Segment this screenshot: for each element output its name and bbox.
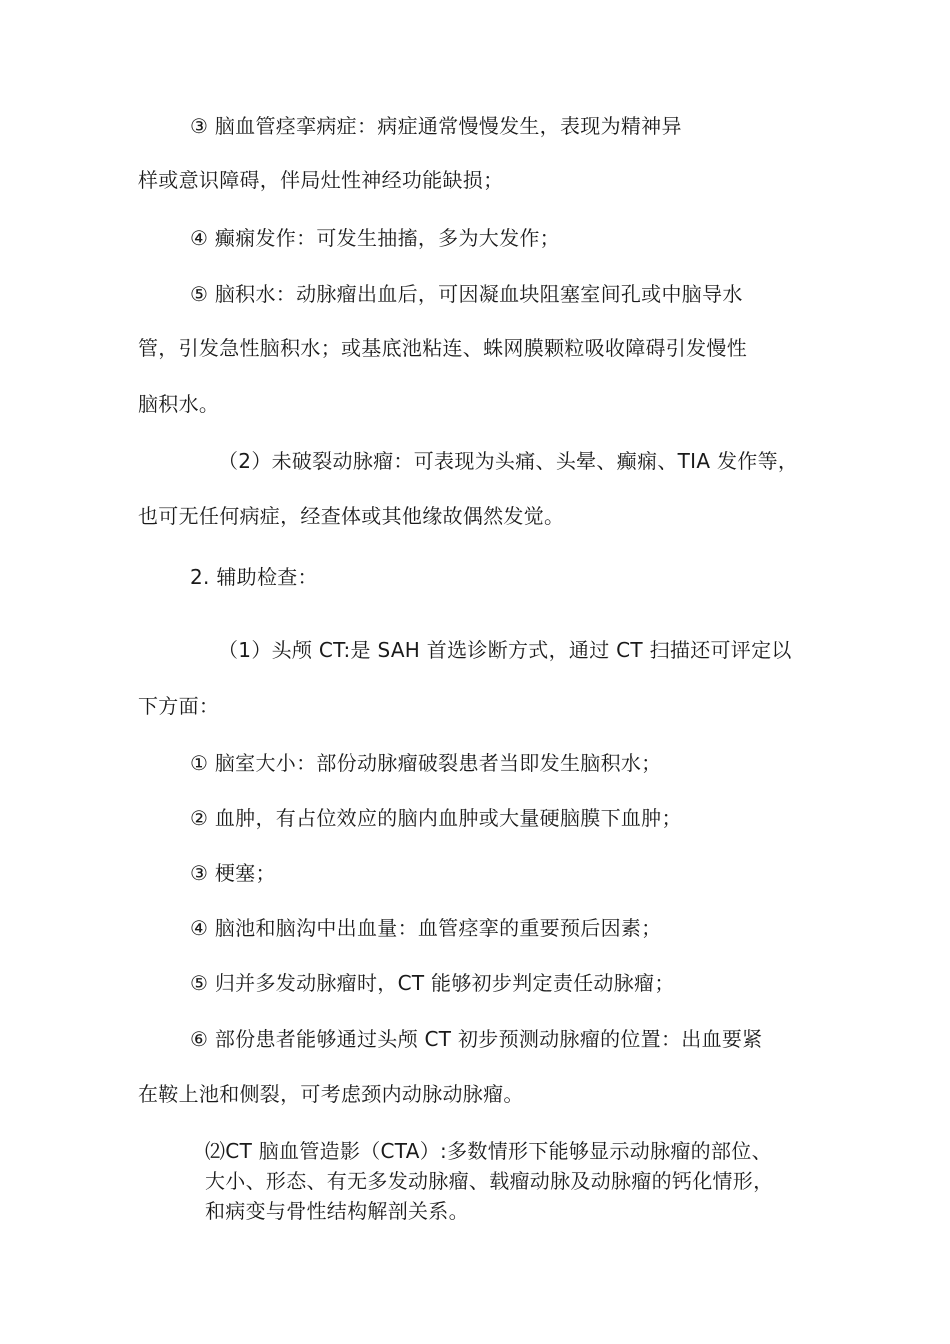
paragraph-line: ④ 癫痫发作：可发生抽搐，多为大发作； <box>190 226 560 250</box>
paragraph-line: ③ 脑血管痉挛病症：病症通常慢慢发生，表现为精神异 <box>190 114 682 138</box>
paragraph-line: 样或意识障碍，伴局灶性神经功能缺损； <box>138 168 504 192</box>
paragraph-line: 在鞍上池和侧裂，可考虑颈内动脉动脉瘤。 <box>138 1082 524 1106</box>
paragraph-line: 下方面： <box>138 694 220 718</box>
list-item: ② 血肿，有占位效应的脑内血肿或大量硬脑膜下血肿； <box>190 806 682 830</box>
cta-paragraph <box>205 1136 845 1226</box>
paragraph-line: 也可无任何病症，经查体或其他缘故偶然发觉。 <box>138 504 565 528</box>
list-item: ① 脑室大小：部份动脉瘤破裂患者当即发生脑积水； <box>190 751 662 775</box>
paragraph-line: ⑤ 脑积水：动脉瘤出血后，可因凝血块阻塞室间孔或中脑导水 <box>190 282 743 306</box>
list-item: ⑤ 归并多发动脉瘤时，CT 能够初步判定责任动脉瘤； <box>190 971 675 995</box>
list-item: ⑥ 部份患者能够通过头颅 CT 初步预测动脉瘤的位置：出血要紧 <box>190 1027 763 1051</box>
paragraph-line: 脑积水。 <box>138 392 220 416</box>
paragraph-line: 大小、形态、有无多发动脉瘤、载瘤动脉及动脉瘤的钙化情形， <box>205 1169 774 1193</box>
paragraph-line: 管，引发急性脑积水；或基底池粘连、蛛网膜颗粒吸收障碍引发慢性 <box>138 336 747 360</box>
paragraph-line: （2）未破裂动脉瘤：可表现为头痛、头晕、癫痫、TIA 发作等， <box>218 449 799 473</box>
list-item: ④ 脑池和脑沟中出血量：血管痉挛的重要预后因素； <box>190 916 662 940</box>
section-heading: 2. 辅助检查： <box>190 565 318 589</box>
paragraph-line: ⑵CT 脑血管造影（CTA）:多数情形下能够显示动脉瘤的部位、 <box>205 1139 772 1163</box>
paragraph-line: （1）头颅 CT:是 SAH 首选诊断方式，通过 CT 扫描还可评定以 <box>218 638 792 662</box>
paragraph-line: 和病变与骨性结构解剖关系。 <box>205 1199 469 1223</box>
list-item: ③ 梗塞； <box>190 861 276 885</box>
